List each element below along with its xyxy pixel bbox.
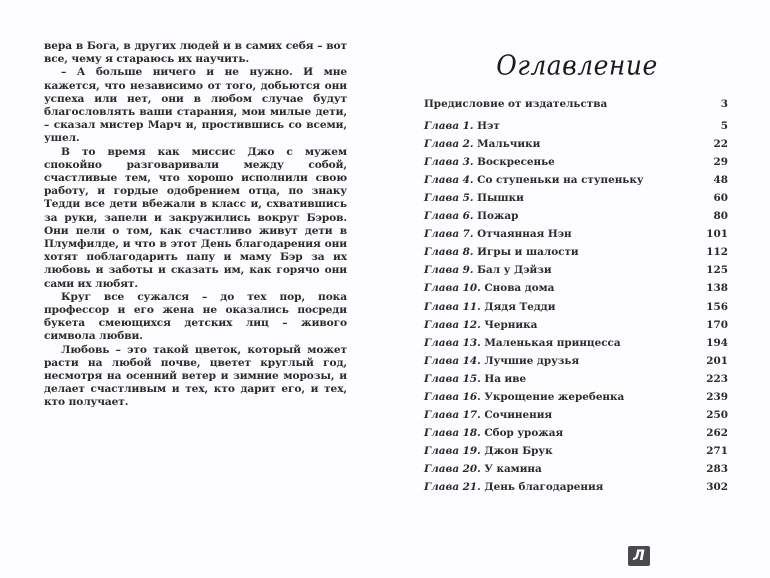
toc-entry-title: [424, 334, 624, 352]
toc-entry-title: [424, 189, 527, 207]
toc-entry-page: 201: [706, 354, 728, 367]
toc-entry-title: [424, 478, 606, 496]
chapter-number: Глава 17.: [424, 409, 481, 422]
chapter-number: Глава 4.: [424, 173, 474, 186]
chapter-number: Глава 9.: [424, 264, 474, 277]
chapter-title: День благодарения: [484, 481, 604, 494]
toc-entry-chapter[interactable]: [424, 207, 730, 225]
toc-entry-page: 170: [706, 318, 728, 331]
left-page-text: [44, 40, 347, 410]
chapter-number: Глава 13.: [424, 336, 481, 349]
toc-entry-page: 262: [706, 427, 728, 440]
toc-entry-page: 302: [706, 481, 728, 494]
toc-entry-chapter[interactable]: [424, 117, 730, 135]
toc-entry-title: [424, 171, 647, 189]
toc-entry-title: [424, 135, 543, 153]
chapter-title: Черника: [484, 318, 538, 331]
toc-entry-page: 80: [713, 210, 728, 223]
paragraph: В то время как миссис Джо с мужем спокойно разговаривали между собой, счастливые тем, что хорошо исполнили свою работу, и гордые одобрением отца, по знаку Тедди все дети вбежали в класс и, схватившись за руки, запели и закружились вокруг Бэров. Они пели о том, как счастливо живут дети в Плумфилде, и что в этот День благодарения они хотят поблагодарить папу и маму Бэр за их любовь и заботы и сказать им, как горячо они сами их любят.: [44, 145, 347, 290]
chapter-title: Сбор урожая: [484, 427, 564, 440]
chapter-title: Снова дома: [484, 282, 555, 295]
toc-entry-chapter[interactable]: [424, 298, 730, 316]
toc-entry-chapter[interactable]: [424, 370, 730, 388]
toc-list: [424, 95, 730, 497]
toc-entry-chapter[interactable]: [424, 243, 730, 261]
chapter-title: Со ступеньки на ступеньку: [477, 173, 644, 186]
toc-entry-page: 5: [720, 119, 728, 132]
toc-entry-page: 156: [706, 300, 728, 313]
toc-entry-page: 138: [706, 282, 728, 295]
chapter-title: Пышки: [477, 191, 524, 204]
toc-entry-page: 60: [713, 191, 728, 204]
toc-entry-chapter[interactable]: [424, 442, 730, 460]
chapter-number: Глава 7.: [424, 228, 474, 241]
toc-entry-chapter[interactable]: [424, 225, 730, 243]
chapter-number: Глава 15.: [424, 372, 481, 385]
chapter-number: Глава 12.: [424, 318, 481, 331]
chapter-title: Лучшие друзья: [484, 354, 580, 367]
toc-entry-title: [424, 406, 555, 424]
chapter-number: Глава 21.: [424, 481, 481, 494]
chapter-title: Мальчики: [477, 137, 541, 150]
toc-entry-title: [424, 442, 556, 460]
chapter-title: Укрощение жеребенка: [484, 391, 625, 403]
toc-entry-chapter[interactable]: [424, 406, 730, 424]
toc-entry-chapter[interactable]: [424, 460, 730, 478]
toc-entry-chapter[interactable]: [424, 279, 730, 297]
toc-entry-title: [424, 388, 627, 406]
toc-entry-chapter[interactable]: [424, 171, 730, 189]
toc-entry-title: [424, 153, 558, 171]
toc-entry-page: 29: [713, 155, 728, 168]
chapter-number: Глава 2.: [424, 137, 474, 150]
toc-entry-page: 194: [706, 336, 728, 349]
chapter-number: Глава 3.: [424, 155, 474, 168]
toc-entry-title: [424, 225, 575, 243]
toc-entry-preface[interactable]: [424, 95, 730, 113]
paragraph: – А больше ничего и не нужно. И мне кажется, что независимо от того, добьются они успеха или нет, они в любом случае будут благословлять ваши старания, мои милые дети, – сказал мистер Марч и, простившись со всеми, ушел.: [44, 66, 347, 145]
toc-entry-title: Предисловие от издательства: [424, 95, 610, 113]
chapter-number: Глава 18.: [424, 427, 481, 440]
toc-entry-page: 250: [706, 409, 728, 422]
toc-entry-title: [424, 316, 540, 334]
toc-entry-page: 112: [706, 246, 728, 259]
chapter-title: Бал у Дэйзи: [477, 264, 552, 277]
toc-entry-page: 283: [706, 463, 728, 476]
toc-entry-title: [424, 117, 503, 135]
chapter-number: Глава 1.: [424, 119, 474, 132]
chapter-number: Глава 10.: [424, 282, 481, 295]
toc-entry-chapter[interactable]: [424, 261, 730, 279]
toc-entry-page: 101: [706, 228, 728, 241]
chapter-title: Отчаянная Нэн: [477, 228, 572, 241]
toc-entry-title: [424, 370, 529, 388]
chapter-number: Глава 11.: [424, 300, 481, 313]
toc-entry-chapter[interactable]: [424, 153, 730, 171]
chapter-title: Дядя Тедди: [484, 300, 556, 313]
toc-entry-title: [424, 261, 555, 279]
toc-entry-chapter[interactable]: [424, 424, 730, 442]
toc-entry-chapter[interactable]: [424, 189, 730, 207]
toc-entry-page: 271: [706, 445, 728, 458]
toc-entry-title: [424, 424, 566, 442]
chapter-title: Нэт: [477, 119, 500, 132]
chapter-number: Глава 19.: [424, 445, 481, 458]
toc-entry-title: [424, 279, 557, 297]
chapter-title: Сочинения: [484, 409, 553, 422]
paragraph: Круг все сужался – до тех пор, пока профессор и его жена не оказались посреди букета смеющихся детских лиц – живого символа любви.: [44, 290, 347, 343]
toc-entry-page: 22: [713, 137, 728, 150]
paragraph: вера в Бога, в других людей и в самих себя – вот все, чему я стараюсь их научить.: [44, 40, 347, 66]
toc-entry-page: 239: [706, 391, 728, 403]
publisher-logo-icon: Л: [628, 546, 650, 566]
toc-entry-page: 223: [706, 372, 728, 385]
toc-title: Оглавление: [496, 49, 658, 82]
toc-entry-page: 3: [720, 98, 728, 110]
chapter-number: Глава 5.: [424, 191, 474, 204]
toc-entry-title: [424, 207, 521, 225]
toc-entry-chapter[interactable]: [424, 352, 730, 370]
paragraph: Любовь – это такой цветок, который может расти на любой почве, цветет круглый год, несмотря на осенний ветер и зимние морозы, и делает счастливым и тех, кто дарит его, и тех, кто получает.: [44, 343, 347, 409]
chapter-number: Глава 20.: [424, 463, 481, 476]
toc-entry-page: 125: [706, 264, 728, 277]
chapter-title: У камина: [484, 463, 542, 476]
toc-entry-chapter[interactable]: [424, 135, 730, 153]
chapter-title: На иве: [484, 372, 527, 385]
chapter-title: Джон Брук: [484, 445, 553, 458]
toc-entry-chapter[interactable]: [424, 334, 730, 352]
chapter-title: Игры и шалости: [477, 246, 579, 259]
toc-entry-chapter[interactable]: [424, 388, 730, 406]
toc-entry-title: [424, 243, 582, 261]
toc-entry-title: [424, 298, 558, 316]
toc-entry-title: [424, 460, 545, 478]
toc-entry-chapter[interactable]: [424, 478, 730, 496]
toc-entry-chapter[interactable]: [424, 316, 730, 334]
chapter-number: Глава 14.: [424, 354, 481, 367]
chapter-title: Воскресенье: [477, 155, 555, 168]
chapter-number: Глава 16.: [424, 391, 481, 403]
chapter-number: Глава 6.: [424, 210, 474, 223]
chapter-title: Пожар: [477, 210, 519, 223]
chapter-title: Маленькая принцесса: [484, 336, 621, 349]
toc-entry-page: 48: [713, 173, 728, 186]
chapter-number: Глава 8.: [424, 246, 474, 259]
toc-entry-title: [424, 352, 582, 370]
